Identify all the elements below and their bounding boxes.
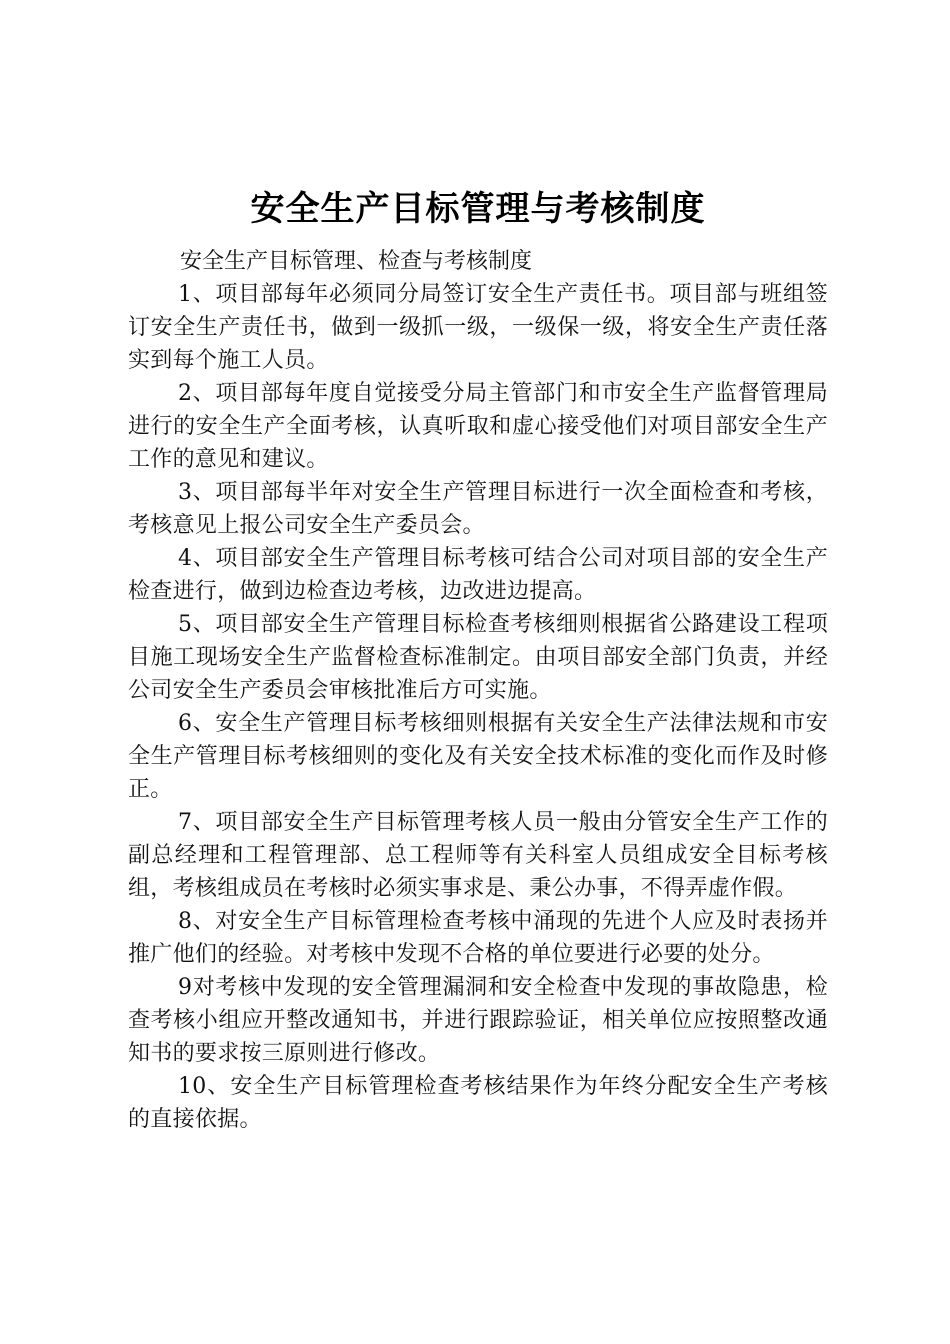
paragraph-1: 1、项目部每年必须同分局签订安全生产责任书。项目部与班组签订安全生产责任书，做到一级抓一级，一级保一级，将安全生产责任落实到每个施工人员。 [128, 282, 828, 373]
document-page [128, 183, 828, 1136]
paragraph-4: 4、项目部安全生产管理目标考核可结合公司对项目部的安全生产检查进行，做到边检查边考核，边改进边提高。 [128, 546, 828, 604]
paragraph-3: 3、项目部每半年对安全生产管理目标进行一次全面检查和考核，考核意见上报公司安全生产委员会。 [128, 480, 828, 538]
paragraph-10: 10、安全生产目标管理检查考核结果作为年终分配安全生产考核的直接依据。 [128, 1074, 828, 1132]
paragraph-6: 6、安全生产管理目标考核细则根据有关安全生产法律法规和市安全生产管理目标考核细则的变化及有关安全技术标准的变化而作及时修正。 [128, 711, 828, 802]
paragraph-8: 8、对安全生产目标管理检查考核中涌现的先进个人应及时表扬并推广他们的经验。对考核中发现不合格的单位要进行必要的处分。 [128, 909, 828, 967]
paragraph-5: 5、项目部安全生产管理目标检查考核细则根据省公路建设工程项目施工现场安全生产监督检查标准制定。由项目部安全部门负责，并经公司安全生产委员会审核批准后方可实施。 [128, 612, 828, 703]
paragraph-2: 2、项目部每年度自觉接受分局主管部门和市安全生产监督管理局进行的安全生产全面考核，认真听取和虚心接受他们对项目部安全生产工作的意见和建议。 [128, 381, 828, 472]
paragraph-7: 7、项目部安全生产目标管理考核人员一般由分管安全生产工作的副总经理和工程管理部、总工程师等有关科室人员组成安全目标考核组，考核组成员在考核时必须实事求是、秉公办事，不得弄虚作假。 [128, 810, 828, 901]
document-subtitle: 安全生产目标管理、检查与考核制度 [180, 249, 533, 274]
document-title: 安全生产目标管理与考核制度 [250, 189, 706, 229]
paragraph-9: 9对考核中发现的安全管理漏洞和安全检查中发现的事故隐患，检查考核小组应开整改通知书，并进行跟踪验证，相关单位应按照整改通知书的要求按三原则进行修改。 [128, 975, 828, 1066]
